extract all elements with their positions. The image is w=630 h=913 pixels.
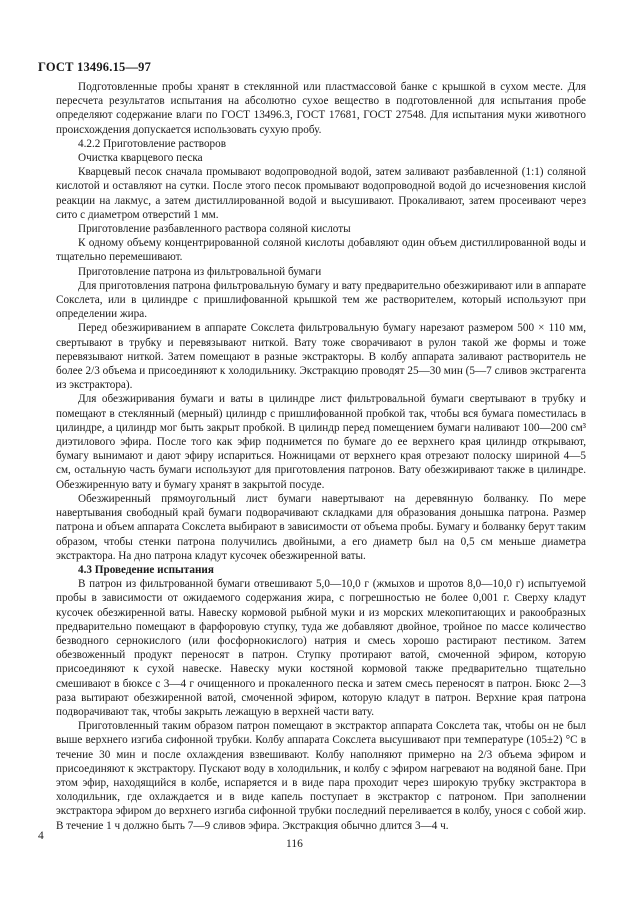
- subheading-cartridge: Приготовление патрона из фильтровальной бумаги: [78, 265, 322, 278]
- paragraph-cylinder-degreasing: Для обезжиривания бумаги и ваты в цилиндре лист фильтровальной бумаги свертывают в трубку и помещают в стеклянный (мерный) цилиндр с пришлифованной пробкой так, чтобы вся бумага поместилась в цилиндре, а цилиндр мог быть закрыт пробкой. В цилиндр перед помещением бумаги наливают 100—200 см³ диэтилового эфира. После того как эфир поднимется по бумаге до ее верхнего края цилиндр открывают, бумагу вынимают и дают эфиру испариться. Ножницами от верхнего края отрезают полоску шириной 4—5 см, остальную часть бумаги используют для приготовления патронов. Вату обезжиривают также в цилиндре. Обезжиренную вату и бумагу хранят в закрытой посуде.: [56, 393, 586, 491]
- document-body: [56, 80, 586, 833]
- section-heading-4-3: 4.3 Проведение испытания: [78, 563, 214, 576]
- paragraph-sand-cleaning: Кварцевый песок сначала промывают водопроводной водой, затем заливают разбавленной (1:1) соляной кислотой и оставляют на сутки. После этого песок промывают водопроводной водой до исчезновения кислой реакции на лакмус, а затем дистиллированной водой и высушивают. Прокаливают, затем просеивают через сито с диаметром отверстий 1 мм.: [56, 166, 586, 221]
- page-number: 116: [286, 838, 303, 850]
- paragraph-cartridge-forming: Обезжиренный прямоугольный лист бумаги навертывают на деревянную болванку. По мере навертывания свободный край бумаги подворачивают складками для образования донышка патрона. Размер патрона и объем аппарата Сокслета выбирают в зависимости от объема пробы. Бумагу и болванку берут таким образом, чтобы стенки патрона получились двойными, а его диаметр был на 0,5 см меньше диаметра экстрактора. На дно патрона кладут кусочек обезжиренной ваты.: [56, 492, 586, 562]
- paragraph-sample-weighing: В патрон из фильтрованной бумаги отвешивают 5,0—10,0 г (жмыхов и шротов 8,0—10,0 г) испытуемой пробы в зависимости от ожидаемого содержания жира, с погрешностью не более 0,001 г. Сверху кладут кусочек обезжиренной ваты. Навеску кормовой рыбной муки и из морских млекопитающих и ракообразных предварительно помещают в фарфоровую ступку, туда же добавляют двойное, тройное по массе количество безводного сернокислого (или фосфорнокислого) натрия и смесь хорошо растирают пестиком. Затем обезвоженный продукт переносят в патрон. Ступку протирают ватой, смоченной эфиром, которую присоединяют к сухой навеске. Навеску муки костяной кормовой также предварительно тщательно смешивают в бюксе с 3—4 г очищенного и прокаленного песка и затем смесь переносят в патрон. Бюкс 2—3 раза вытирают обезжиренной ватой, смоченной эфиром, которую кладут в патрон. Верхние края патрона подворачивают так, чтобы закрыть лежащую в верхней части вату.: [56, 578, 586, 718]
- paragraph-soxhlet-degreasing: Перед обезжириванием в аппарате Сокслета фильтровальную бумагу нарезают размером 500 × 110 мм, свертывают в трубку и перевязывают ниткой. Вату тоже сворачивают в рулон такой же формы и тоже перевязывают ниткой. Затем помещают в разные экстракторы. В колбу аппарата заливают растворитель не более 2/3 объема и присоединяют к холодильнику. Экстракцию проводят 25—30 мин (5—7 сливов экстрагента из экстрактора).: [56, 322, 586, 392]
- footer-left-number: 4: [38, 830, 44, 842]
- paragraph-cartridge-intro: Для приготовления патрона фильтровальную бумагу и вату предварительно обезжиривают или в аппарате Сокслета, или в цилиндре с пришлифованной крышкой тем же растворителем, который используют при определении жира.: [56, 279, 586, 321]
- paragraph-storage: Подготовленные пробы хранят в стеклянной или пластмассовой банке с крышкой в сухом месте. Для пересчета результатов испытания на абсолютно сухое вещество в подготовленной для испытания пробе определяют содержание влаги по ГОСТ 13496.3, ГОСТ 17681, ГОСТ 27548. Для испытания муки животного происхождения допускается использовать сухую пробу.: [56, 81, 586, 136]
- section-heading-4-2-2: 4.2.2 Приготовление растворов: [78, 137, 227, 150]
- subheading-sand-cleaning: Очистка кварцевого песка: [78, 152, 203, 165]
- paragraph-extraction: Приготовленный таким образом патрон помещают в экстрактор аппарата Сокслета так, чтобы он не был выше верхнего изгиба сифонной трубки. Колбу аппарата Сокслета высушивают при температуре (105±2) °С в течение 30 мин и после охлаждения взвешивают. Колбу наполняют примерно на 2/3 объема эфиром и присоединяют к экстрактору. Пускают воду в холодильник, и колбу с эфиром нагревают на водяной бане. При этом эфир, находящийся в колбе, испаряется и в виде пара проходит через широкую трубку экстрактора в холодильник, где охлаждается и в виде капель поступает в экстрактор с патроном. При заполнении экстрактора эфиром до верхнего изгиба сифонной трубки последний переливается в колбу, унося с собой жир. В течение 1 ч должно быть 7—9 сливов эфира. Экстракция обычно длится 3—4 ч.: [56, 720, 586, 832]
- paragraph-hcl-solution: К одному объему концентрированной соляной кислоты добавляют один объем дистиллированной воды и тщательно перемешивают.: [56, 237, 586, 264]
- standard-title: ГОСТ 13496.15—97: [38, 60, 152, 74]
- subheading-hcl-solution: Приготовление разбавленного раствора соляной кислоты: [78, 223, 351, 236]
